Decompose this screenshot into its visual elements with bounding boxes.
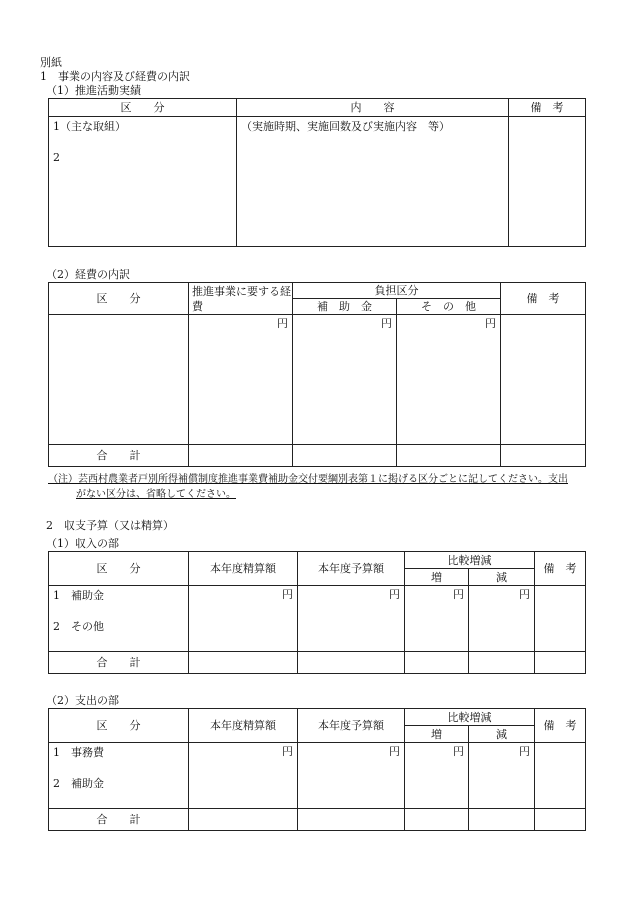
activity-header-category: 区 分 [49, 99, 237, 117]
income-total-decrease [469, 652, 535, 674]
income-total-label: 合 計 [49, 652, 189, 674]
activity-section-title: （1）推進活動実績 [46, 84, 141, 97]
income-category-cell [49, 586, 189, 652]
expense-note-line2: がない区分は、省略してください。 [76, 489, 236, 500]
activity-category-cell [49, 117, 237, 247]
expenditure-row-subsidy: 2 補助金 [53, 777, 104, 790]
expense-note-line1: （注）芸西村農業者戸別所得補償制度推進事業費補助金交付要綱別表第１に掲げる区分ごとに記してください。支出 [48, 474, 568, 485]
income-section-title: （1）収入の部 [46, 537, 119, 550]
income-total-increase [405, 652, 469, 674]
expenditure-increase-unit: 円 [405, 743, 469, 809]
expenditure-total-budget [298, 809, 405, 831]
expenditure-row-office: 1 事務費 [53, 746, 104, 759]
activity-content-cell [237, 117, 509, 247]
expense-total-remarks [501, 445, 586, 467]
expenditure-decrease-unit: 円 [469, 743, 535, 809]
expenditure-header-budget: 本年度予算額 [298, 709, 405, 743]
expense-table [48, 282, 586, 467]
expense-other-unit: 円 [397, 315, 501, 445]
expenditure-header-remarks: 備 考 [535, 709, 586, 743]
expense-subsidy-unit: 円 [293, 315, 397, 445]
income-header-budget: 本年度予算額 [298, 552, 405, 586]
expense-total-other [397, 445, 501, 467]
income-header-remarks: 備 考 [535, 552, 586, 586]
expenditure-table [48, 708, 586, 831]
expense-body-remarks [501, 315, 586, 445]
expenditure-header-comparison: 比較増減 [405, 709, 535, 726]
expense-header-category: 区 分 [49, 283, 189, 315]
activity-row-main: 1（主な取組） [53, 120, 126, 133]
expense-cost-unit: 円 [189, 315, 293, 445]
activity-content-note: （実施時期、実施回数及び実施内容 等） [241, 120, 450, 133]
activity-table [48, 98, 586, 247]
income-total-remarks [535, 652, 586, 674]
income-settled-unit: 円 [189, 586, 298, 652]
expenditure-category-cell [49, 743, 189, 809]
income-header-decrease: 減 [469, 569, 535, 586]
income-row-other: 2 その他 [53, 620, 104, 633]
income-remarks-cell [535, 586, 586, 652]
expenditure-settled-unit: 円 [189, 743, 298, 809]
expense-body-category [49, 315, 189, 445]
expenditure-total-label: 合 計 [49, 809, 189, 831]
expenditure-total-increase [405, 809, 469, 831]
expenditure-header-category: 区 分 [49, 709, 189, 743]
activity-row-two: 2 [53, 151, 60, 164]
expense-total-label: 合 計 [49, 445, 189, 467]
expenditure-section-title: （2）支出の部 [46, 694, 119, 707]
section1-title: 1 事業の内容及び経費の内訳 [40, 70, 190, 83]
income-header-comparison: 比較増減 [405, 552, 535, 569]
income-header-category: 区 分 [49, 552, 189, 586]
activity-header-content: 内 容 [237, 99, 509, 117]
income-increase-unit: 円 [405, 586, 469, 652]
expense-header-burden: 負担区分 [293, 283, 501, 299]
expenditure-total-decrease [469, 809, 535, 831]
income-budget-unit: 円 [298, 586, 405, 652]
expense-header-subsidy: 補 助 金 [293, 299, 397, 315]
expense-header-required-cost: 推進事業に要する経費 [189, 283, 293, 315]
expenditure-header-decrease: 減 [469, 726, 535, 743]
expenditure-header-increase: 増 [405, 726, 469, 743]
income-total-budget [298, 652, 405, 674]
budget-section-title: 2 収支予算（又は精算） [46, 519, 174, 532]
expense-header-remarks: 備 考 [501, 283, 586, 315]
income-decrease-unit: 円 [469, 586, 535, 652]
activity-header-remarks: 備 考 [509, 99, 586, 117]
activity-remarks-cell [509, 117, 586, 247]
expenditure-total-remarks [535, 809, 586, 831]
income-total-settled [189, 652, 298, 674]
expense-total-cost [189, 445, 293, 467]
income-header-settled: 本年度精算額 [189, 552, 298, 586]
expense-header-other: そ の 他 [397, 299, 501, 315]
expenditure-header-settled: 本年度精算額 [189, 709, 298, 743]
appendix-label: 別紙 [40, 56, 62, 69]
income-header-increase: 増 [405, 569, 469, 586]
expenditure-budget-unit: 円 [298, 743, 405, 809]
expenditure-total-settled [189, 809, 298, 831]
expense-section-title: （2）経費の内訳 [46, 268, 130, 281]
expense-total-subsidy [293, 445, 397, 467]
income-row-subsidy: 1 補助金 [53, 589, 104, 602]
income-table [48, 551, 586, 674]
expenditure-remarks-cell [535, 743, 586, 809]
